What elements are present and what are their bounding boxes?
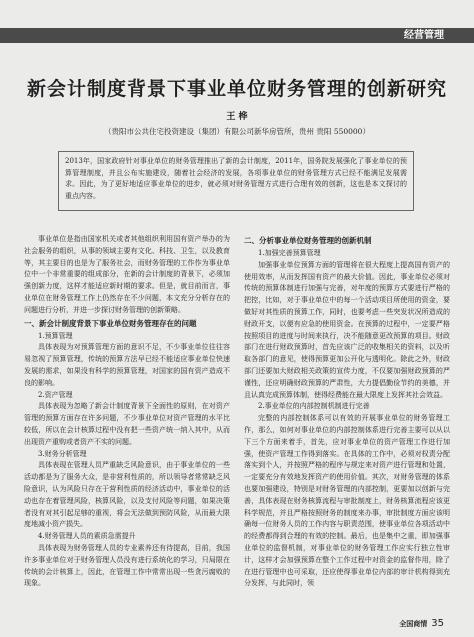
- page-footer: [399, 618, 444, 629]
- subsection-heading: 2.资产管理: [38, 390, 73, 399]
- article-title: 新会计制度背景下事业单位财务管理的创新研究: [26, 78, 447, 100]
- author-affiliation: （贵阳市公共住宅投资建设（集团）有限公司新华房管所，贵州 贵阳 550000）: [104, 127, 370, 136]
- section-label: 经营管理: [404, 30, 444, 41]
- section-bar: [0, 28, 474, 43]
- subsection-heading: 2.事业单位的内部控制机制进行完善: [258, 402, 370, 411]
- article-author: 王 桦: [226, 112, 248, 122]
- subsection-heading: 3.财务分析管理: [38, 449, 87, 458]
- body-paragraph: 加强事业单位预算方面的管理将在很大程度上提高国有资产的使用效率，从而发挥国有资产的最大价值。因此，事业单位必须对传统的预算体制进行加强与完善，对年度的预算方式要进行严格的把控，比如，对于事业单位中的每一个活动项目所使用的资金，要做好对其性质的预算工作，同时，也要考虑一些突发状况所造成的财政开支，以便有应急的使用资金。在预算的过程中，一定要严格按照项目的进度与时间来执行，决不能随意更改预算的项目。财政部门在进行财政预算时，首先应该广泛的收集相关的资料，以及听取各部门的意见，使得预算更加公开化与透明化。除此之外，财政部门还要加大财政相关政策的宣传力度，不仅要加强财政预算的严谨性，还应明确财政预算的严肃性，大力提倡勤俭节约的美德，并且认真完成预算体制，使得经费能在最大限度上发挥其社会效益。: [244, 260, 450, 399]
- body-paragraph: 具体表现为对预算管理方面的意识不足，不少事业单位往往容易忽视了预算管理，传统的预算方法早已经不能适应事业单位快速发展的需求，如果没有科学的预算管理，对国家的国有资产造成不良的影响。: [24, 343, 230, 387]
- body-paragraph: 具体表现在管理人员严重缺乏风险意识，由于事业单位的一些活动都是为了服务大众，是非营利性质的，所以领导者常常缺乏风险意识，认为风险只存在于营利性质的经济活动中，事业单位的活动也存在着管理风险，核算风险，以及支付风险等问题，如果决策者没有对其引起足够的重视，将会无法做到预防风险，从而最大限度地减小资产损失。: [24, 461, 230, 529]
- subsection-heading: 1.预算管理: [38, 331, 73, 340]
- body-paragraph: 具体表现为财务管理人员的专业素养还有待提高，目前，我国许多事业单位对于财务管理人员没有进行系统化的学习，只局限在传统的会计核算上，因此，在管理工作中常常出现一些贪污腐败的现象。: [24, 543, 230, 588]
- subsection-heading: 4.财务管理人员的素质急需提升: [38, 532, 136, 541]
- left-column: [24, 234, 230, 594]
- magazine-name: 全国商情: [399, 620, 428, 628]
- abstract-box: 2013年，国家政府针对事业单位的财务管理推出了新的会计制度，2011年，国务院发展强化了事业单位的预算管理制度，并且公布实施建设，随着社会经济的发展，各项事业单位的财务管理方式已经不能满足发展需求。因此，为了更好地适应事业单位的进步，就必须对财务管理方式进行合理有效的创新，这也是本文探讨的重点内容。: [58, 151, 414, 211]
- body-paragraph: 事业单位是指由国家机关或者其他组织利用国有资产举办的为社会服务的组织，从事的领域主要有文化、科技、卫生，以及教育等，其主要目的也是为了服务社会，而财务管理的工作作为事业单位中一个非常重要的组成部分，在新的会计制度的背景下，必须加强创新力度，这样才能适应新时期的要求。但是，就目前而言，事业单位在财务管理工作上仍然存在不少问题，本文充分分析存在的问题进行分析，并进一步探讨财务管理的创新策略。: [24, 235, 230, 314]
- section-heading: 二、分析事业单位财务管理的创新机制: [244, 236, 372, 245]
- subsection-heading: 1.加强完善预算管理: [258, 249, 321, 257]
- page-number: 35: [431, 618, 444, 629]
- section-heading: 一、新会计制度背景下事业单位财务管理存在的问题: [24, 318, 197, 328]
- body-paragraph: 完整的内部控制体系可以有效的开展事业单位的财务管理工作，那么，如何对事业单位的内部控制体系进行完善主要可以从以下三个方面来着手，首先，应对事业单位的资产管理工作进行加强，使资产管理工作得到落实。在具体的工作中，必须对权责分配落实到个人，并按照严格的程序与规定来对资产进行管理和处置，一定要充分有效地发挥资产的使用价值。其次，对财务管理的体系也要加强建设，特别是对财务管理的内部控制，更要加以创新与完善，具体表现在财务核算流程与审批制度上，财务核算流程应该更科学规范，并且严格按照财务的制度来办事，审批制度方面应该明确每一位财务人员的工作内容与职责范围，使事业单位各项活动中的经费都得到合理的有效的控制。最后，也是集中之重，即加强事业单位的监督机制，对事业单位的财务管理工作应实行独立性审计，这样才会加强预算在整个工作过程中对资金的监督作用，除了在进行管理中也可采取，还应使得事业单位内部的审计机构得到充分发挥，与此同时，领: [244, 414, 450, 588]
- right-column: [244, 234, 450, 629]
- body-paragraph: 具体表现为忽略了新会计制度背景下全面性的原则，在对资产管理的预算方面存在许多问题，不少事业单位对资产管理的水平比较低，所以在会计核算过程中没有把一些资产统一纳入其中，从而出现资产重购或者资产不实的问题。: [24, 402, 230, 446]
